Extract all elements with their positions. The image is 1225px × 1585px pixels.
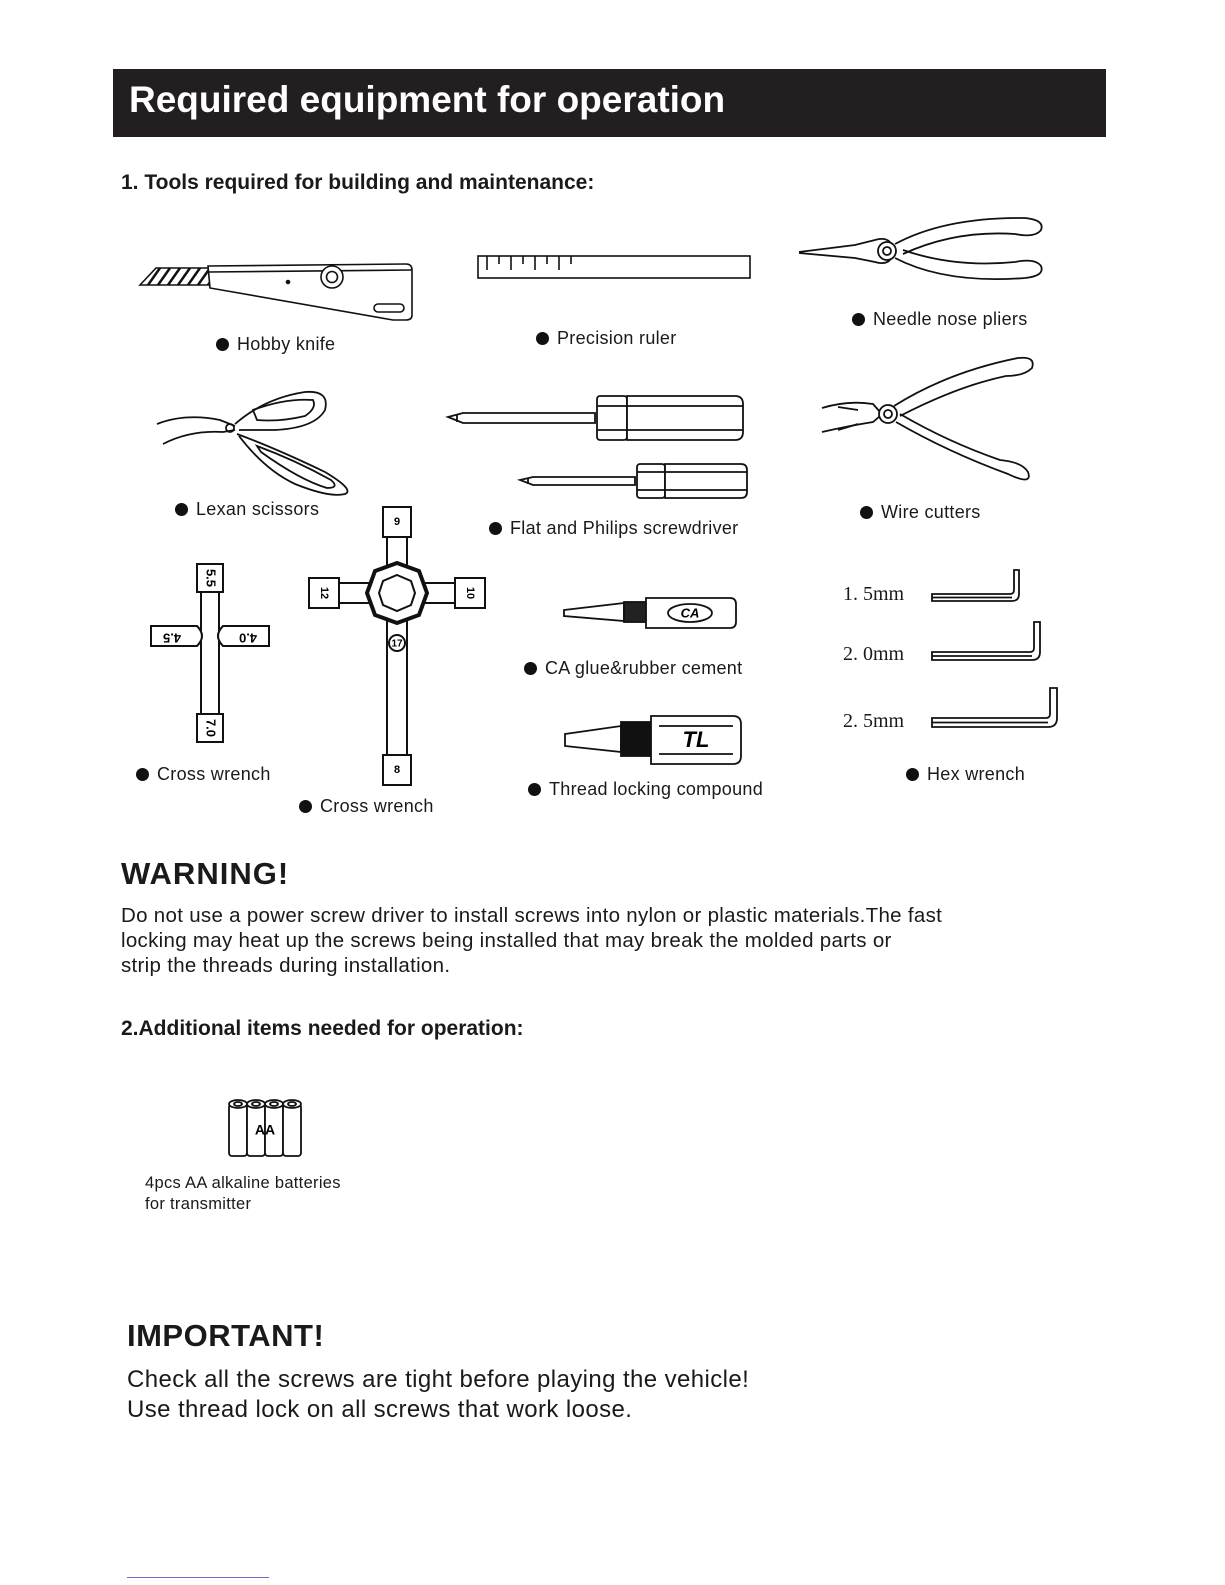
screwdriver-icon [445,392,755,502]
wrench-size-label: 4.0 [238,630,258,646]
bullet-icon [860,506,873,519]
page-title: Required equipment for operation [129,79,726,120]
caption-thread-lock: Thread locking compound [528,779,763,800]
bullet-icon [299,800,312,813]
hex-wrench-2-0-icon [930,620,1045,664]
hex-size-label: 2. 0mm [843,643,905,665]
battery-caption-line: for transmitter [145,1195,252,1213]
section-2-title: 2.Additional items needed for operation: [121,1017,524,1040]
wrench-size-label: 9 [393,515,401,528]
caption-cross-wrench-large: Cross wrench [299,796,434,817]
important-line: Use thread lock on all screws that work loose. [127,1396,633,1423]
aa-batteries-icon [225,1098,307,1160]
warning-line: Do not use a power screw driver to install screws into nylon or plastic materials.The fast [121,904,943,927]
warning-line: strip the threads during installation. [121,954,451,977]
bottom-rule [127,1577,269,1578]
caption-lexan-scissors: Lexan scissors [175,499,319,520]
header-banner [113,69,1106,137]
thread-lock-icon [563,712,745,768]
ca-glue-icon [562,594,742,632]
bullet-icon [136,768,149,781]
caption-cross-wrench-small: Cross wrench [136,764,271,785]
hobby-knife-icon [138,260,418,322]
caption-hex-wrench: Hex wrench [906,764,1025,785]
battery-caption-line: 4pcs AA alkaline batteries [145,1174,341,1192]
important-title: IMPORTANT! [127,1318,325,1353]
caption-wire-cutters: Wire cutters [860,502,981,523]
battery-caption [145,1173,341,1215]
caption-hobby-knife: Hobby knife [216,334,335,355]
ca-tube-label: CA [680,605,700,621]
needle-nose-pliers-icon [795,212,1055,292]
caption-ca-glue: CA glue&rubber cement [524,658,742,679]
wrench-size-label: 8 [393,763,401,776]
section-1-title: 1. Tools required for building and maintenance: [121,171,595,194]
precision-ruler-icon [477,254,753,282]
bullet-icon [175,503,188,516]
hex-size-label: 1. 5mm [843,583,905,605]
bullet-icon [852,313,865,326]
warning-title: WARNING! [121,856,290,891]
bullet-icon [906,768,919,781]
caption-needle-nose-pliers: Needle nose pliers [852,309,1028,330]
warning-text [121,903,1111,978]
cross-wrench-small-icon [145,560,275,745]
bullet-icon [216,338,229,351]
battery-label: AA [254,1121,276,1138]
bullet-icon [536,332,549,345]
wrench-size-label: 5.5 [203,568,219,588]
important-text [127,1365,749,1425]
hex-wrench-1-5-icon [930,568,1022,606]
wrench-size-label: 17 [391,638,403,650]
caption-screwdriver: Flat and Philips screwdriver [489,518,738,539]
important-line: Check all the screws are tight before playing the vehicle! [127,1366,750,1393]
warning-line: locking may heat up the screws being installed that may break the molded parts or [121,929,892,952]
cross-wrench-large-icon [305,505,490,790]
wrench-size-label: 10 [464,586,477,600]
wrench-size-label: 4.5 [162,630,182,646]
bullet-icon [528,783,541,796]
caption-precision-ruler: Precision ruler [536,328,677,349]
wrench-size-label: 7.0 [203,718,219,738]
lexan-scissors-icon [155,388,355,496]
wrench-size-label: 12 [318,586,331,600]
tl-tube-label: TL [682,726,710,752]
bullet-icon [489,522,502,535]
hex-wrench-2-5-icon [930,686,1062,732]
wire-cutters-icon [818,352,1043,492]
hex-size-label: 2. 5mm [843,710,905,732]
bullet-icon [524,662,537,675]
